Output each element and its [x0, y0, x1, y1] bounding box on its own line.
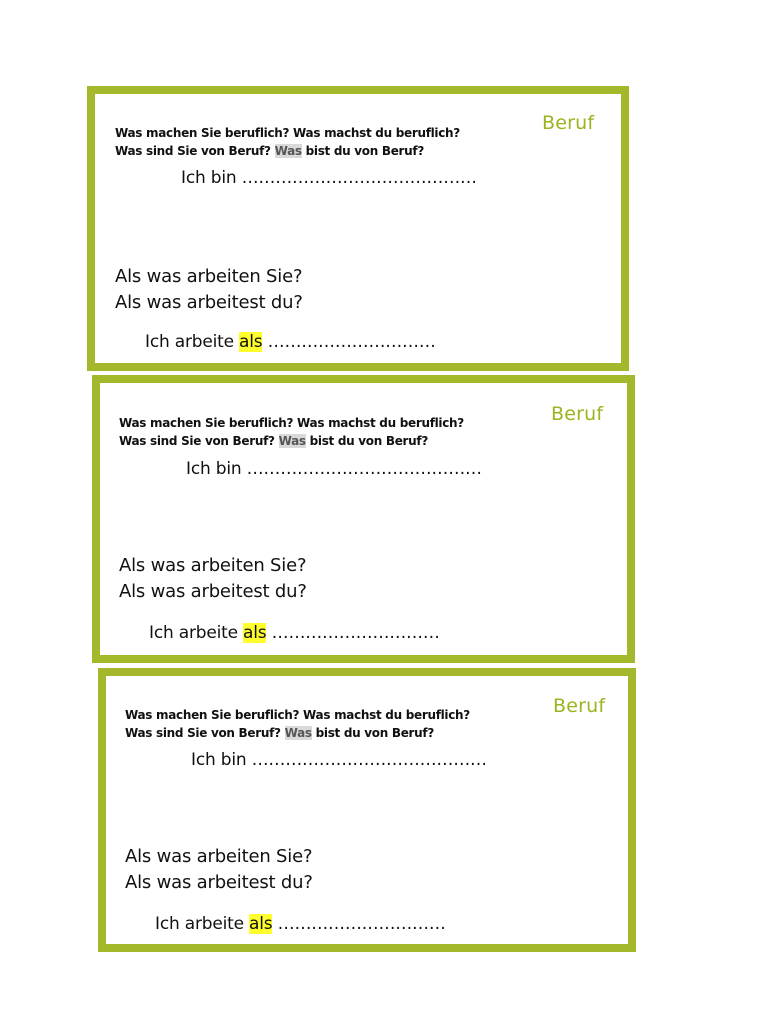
shaded-word: Was [274, 144, 302, 158]
card-2 [92, 375, 635, 663]
als-questions [115, 264, 303, 316]
question-text [115, 124, 460, 160]
als-questions [119, 553, 307, 605]
question-line-1: Was machen Sie beruflich? Was machst du beruflich? [125, 708, 470, 722]
question-text [125, 706, 470, 742]
shaded-word: Was [278, 434, 306, 448]
als-question-1: Als was arbeiten Sie? [119, 555, 307, 576]
als-question-1: Als was arbeiten Sie? [115, 266, 303, 287]
card-tag: Beruf [551, 403, 604, 425]
ich-bin-line: Ich bin …………………………………… [181, 168, 477, 188]
als-question-2: Als was arbeitest du? [119, 581, 307, 602]
als-questions [125, 844, 313, 896]
card-1 [87, 86, 629, 371]
question-line-2: Was sind Sie von Beruf? Was bist du von Beruf? [119, 434, 428, 448]
card-tag: Beruf [542, 112, 595, 134]
highlight-als: als [243, 623, 267, 643]
question-line-2: Was sind Sie von Beruf? Was bist du von Beruf? [115, 144, 424, 158]
card-tag: Beruf [553, 695, 606, 717]
arbeite-line: Ich arbeite als ………………………… [155, 914, 446, 934]
card-3 [98, 668, 636, 952]
arbeite-line: Ich arbeite als ………………………… [149, 623, 440, 643]
question-line-1: Was machen Sie beruflich? Was machst du beruflich? [119, 416, 464, 430]
als-question-1: Als was arbeiten Sie? [125, 846, 313, 867]
question-line-2: Was sind Sie von Beruf? Was bist du von Beruf? [125, 726, 434, 740]
ich-bin-line: Ich bin …………………………………… [191, 750, 487, 770]
ich-bin-line: Ich bin …………………………………… [186, 459, 482, 479]
arbeite-line: Ich arbeite als ………………………… [145, 332, 436, 352]
als-question-2: Als was arbeitest du? [125, 872, 313, 893]
question-text [119, 414, 464, 450]
shaded-word: Was [284, 726, 312, 740]
als-question-2: Als was arbeitest du? [115, 292, 303, 313]
question-line-1: Was machen Sie beruflich? Was machst du beruflich? [115, 126, 460, 140]
highlight-als: als [249, 914, 273, 934]
highlight-als: als [239, 332, 263, 352]
